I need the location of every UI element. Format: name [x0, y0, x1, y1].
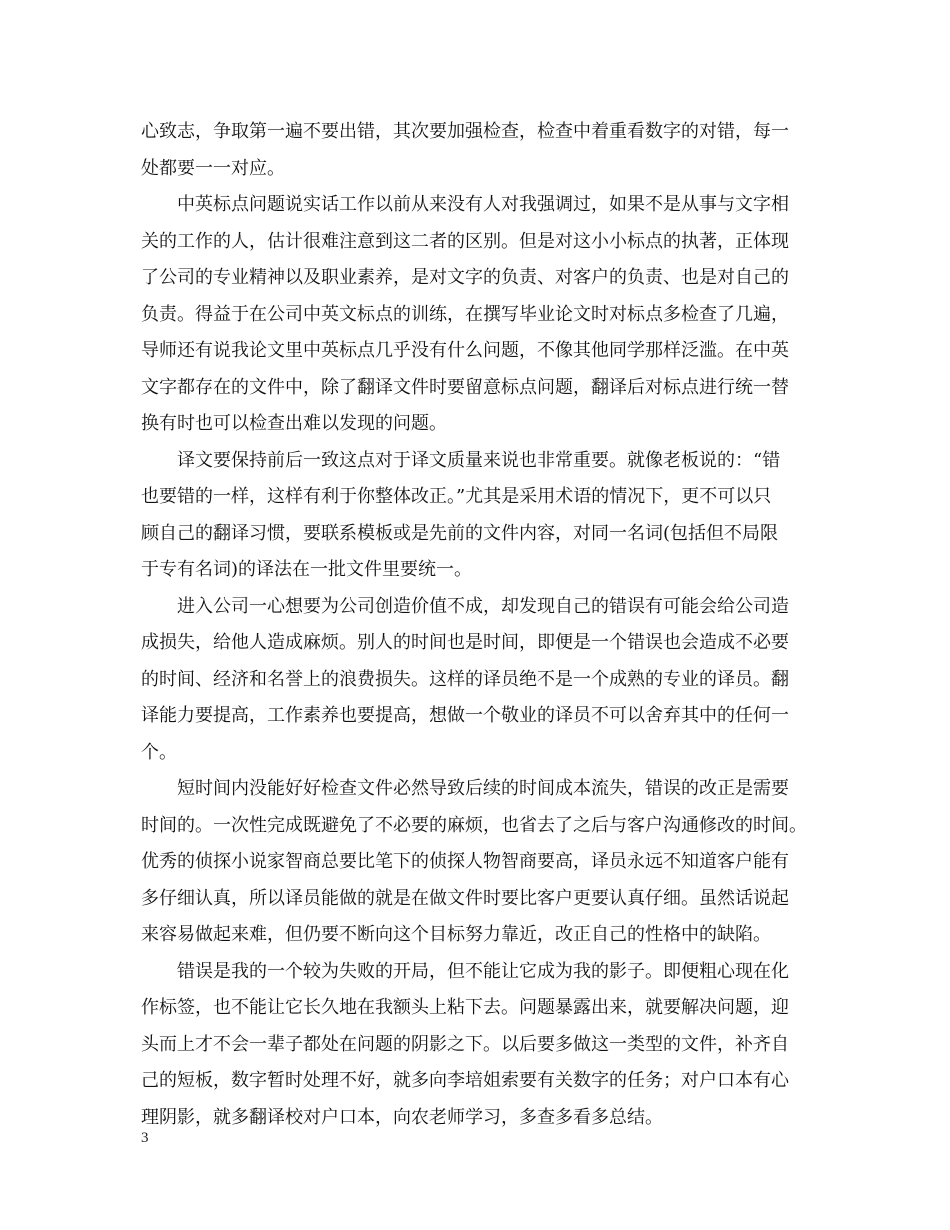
text-line: 己的短板，数字暂时处理不好，就多向李培姐索要有关数字的任务；对户口本有心	[141, 1070, 789, 1091]
text-line: 心致志，争取第一遍不要出错，其次要加强检查，检查中着重看数字的对错，每一	[141, 121, 789, 142]
text-line: 时间的。一次性完成既避免了不必要的麻烦，也省去了之后与客户沟通修改的时间。	[141, 814, 807, 836]
text-line: 优秀的侦探小说家智商总要比笔下的侦探人物智商要高，译员永远不知道客户能有	[141, 851, 789, 872]
text-line: 顾自己的翻译习惯，要联系模板或是先前的文件内容，对同一名词(包括但不局限	[141, 522, 779, 544]
paragraph	[141, 771, 811, 954]
paragraph	[141, 114, 811, 187]
text-line: 中英标点问题说实话工作以前从来没有人对我强调过，如果不是从事与文字相	[177, 194, 789, 215]
text-line: 于专有名词)的译法在一批文件里要统一。	[141, 559, 473, 580]
text-line: 进入公司一心想要为公司创造价值不成，却发现自己的错误有可能会给公司造	[177, 595, 789, 617]
text-line: 多仔细认真，所以译员能做的就是在做文件时要比客户更要认真仔细。虽然话说起	[141, 887, 789, 909]
paragraph	[141, 589, 811, 772]
text-line: 理阴影，就多翻译校对户口本，向农老师学习，多查多看多总结。	[141, 1106, 663, 1128]
text-line: 文字都存在的文件中，除了翻译文件时要留意标点问题，翻译后对标点进行统一替	[141, 376, 789, 398]
paragraph	[141, 187, 811, 443]
text-line: 错误是我的一个较为失败的开局，但不能让它成为我的影子。即便粗心现在化	[177, 960, 789, 982]
text-line: 关的工作的人，估计很难注意到这二者的区别。但是对这小小标点的执著，正体现	[141, 230, 789, 252]
text-line: 头而上才不会一辈子都处在问题的阴影之下。以后要多做这一类型的文件，补齐自	[141, 1033, 789, 1055]
text-line: 处都要一一对应。	[141, 157, 285, 179]
text-line: 译能力要提高，工作素养也要提高，想做一个敬业的译员不可以舍弃其中的任何一	[141, 705, 789, 726]
text-line: 作标签，也不能让它长久地在我额头上粘下去。问题暴露出来，就要解决问题，迎	[141, 997, 789, 1018]
text-line: 换有时也可以检查出难以发现的问题。	[141, 413, 447, 434]
text-line: 个。	[141, 741, 177, 763]
text-line: 的时间、经济和名誉上的浪费损失。这样的译员绝不是一个成熟的专业的译员。翻	[141, 668, 789, 690]
document-body	[141, 114, 811, 1136]
text-line: 来容易做起来难，但仍要不断向这个目标努力靠近，改正自己的性格中的缺陷。	[141, 924, 771, 945]
text-line: 了公司的专业精神以及职业素养，是对文字的负责、对客户的负责、也是对自己的	[141, 267, 789, 288]
page-number: 3	[141, 1130, 149, 1146]
text-line: 导师还有说我论文里中英标点几乎没有什么问题，不像其他同学那样泛滥。在中英	[141, 340, 789, 361]
text-line: 也要错的一样，这样有利于你整体改正。”尤其是采用术语的情况下，更不可以只	[141, 486, 772, 507]
paragraph	[141, 954, 811, 1137]
text-line: 译文要保持前后一致这点对于译文质量来说也非常重要。就像老板说的：“错	[177, 449, 781, 471]
text-line: 短时间内没能好好检查文件必然导致后续的时间成本流失，错误的改正是需要	[177, 778, 789, 799]
text-line: 负责。得益于在公司中英文标点的训练，在撰写毕业论文时对标点多检查了几遍，	[141, 303, 789, 325]
paragraph	[141, 443, 811, 589]
text-line: 成损失，给他人造成麻烦。别人的时间也是时间，即便是一个错误也会造成不必要	[141, 632, 789, 653]
